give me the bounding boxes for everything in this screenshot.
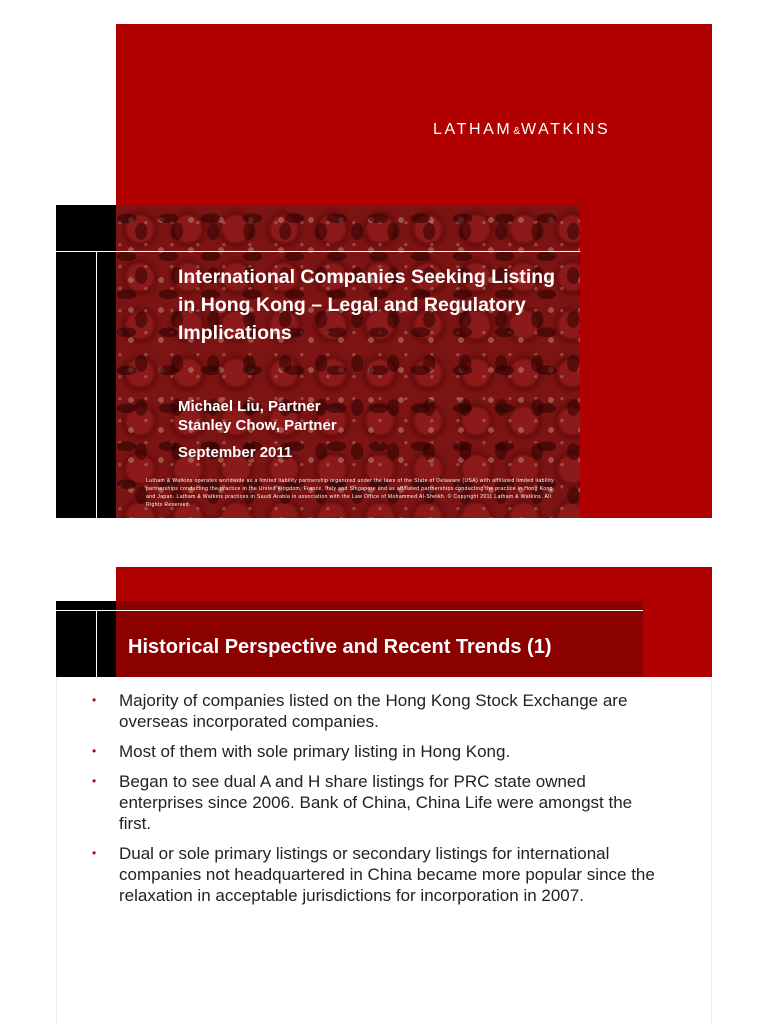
- header-horizontal-rule: [56, 610, 643, 611]
- list-item: [90, 771, 660, 834]
- cover-disclaimer: Latham & Watkins operates worldwide as a limited liability partnership organized under the laws of the State of Delaware (USA) with affiliated limited liability partnerships conducting the practice in the United Kingdom, France, Italy and Singapore and as affiliated partnerships conducting the practice in Hong Kong and Japan. Latham & Watkins practices in Saudi Arabia in association with the Law Office of Mohammed Al-Sheikh. © Copyright 2011 Latham & Watkins. All Rights Reserved.: [146, 478, 555, 508]
- author-name: Michael Liu, Partner: [178, 398, 321, 415]
- bullet-marker: •: [92, 846, 97, 860]
- bullet-text: Began to see dual A and H share listings for PRC state owned enterprises since 2006. Bank of China, China Life were amongst the first.: [119, 772, 633, 833]
- slide-left-edge: [56, 677, 57, 1024]
- content-slide: [0, 552, 768, 1024]
- cover-vertical-rule: [96, 252, 97, 518]
- slide-heading: Historical Perspective and Recent Trends (1): [128, 636, 552, 658]
- bullet-marker: •: [92, 693, 97, 707]
- bullet-text: Dual or sole primary listings or secondary listings for international companies not headquartered in China became more popular since the relaxation in acceptable jurisdictions for incorporation in 2007.: [119, 844, 655, 905]
- list-item: [90, 843, 660, 906]
- latham-watkins-logo: LATHAM&WATKINS: [433, 121, 611, 138]
- cover-date: September 2011: [178, 444, 293, 461]
- header-left-black-bar: [56, 601, 116, 677]
- cover-horizontal-rule: [56, 251, 580, 252]
- bullet-text: Most of them with sole primary listing in Hong Kong.: [119, 742, 511, 761]
- bullet-marker: •: [92, 774, 97, 788]
- cover-title: International Companies Seeking Listing in Hong Kong – Legal and Regulatory Implications: [178, 266, 556, 344]
- bullet-list: [90, 690, 660, 915]
- slide-right-edge: [711, 677, 712, 1024]
- list-item: [90, 690, 660, 732]
- bullet-marker: •: [92, 744, 97, 758]
- list-item: [90, 741, 660, 762]
- cover-authors: [178, 397, 337, 435]
- author-name: Stanley Chow, Partner: [178, 417, 337, 434]
- header-vertical-rule: [96, 611, 97, 677]
- bullet-text: Majority of companies listed on the Hong Kong Stock Exchange are overseas incorporated companies.: [119, 691, 628, 731]
